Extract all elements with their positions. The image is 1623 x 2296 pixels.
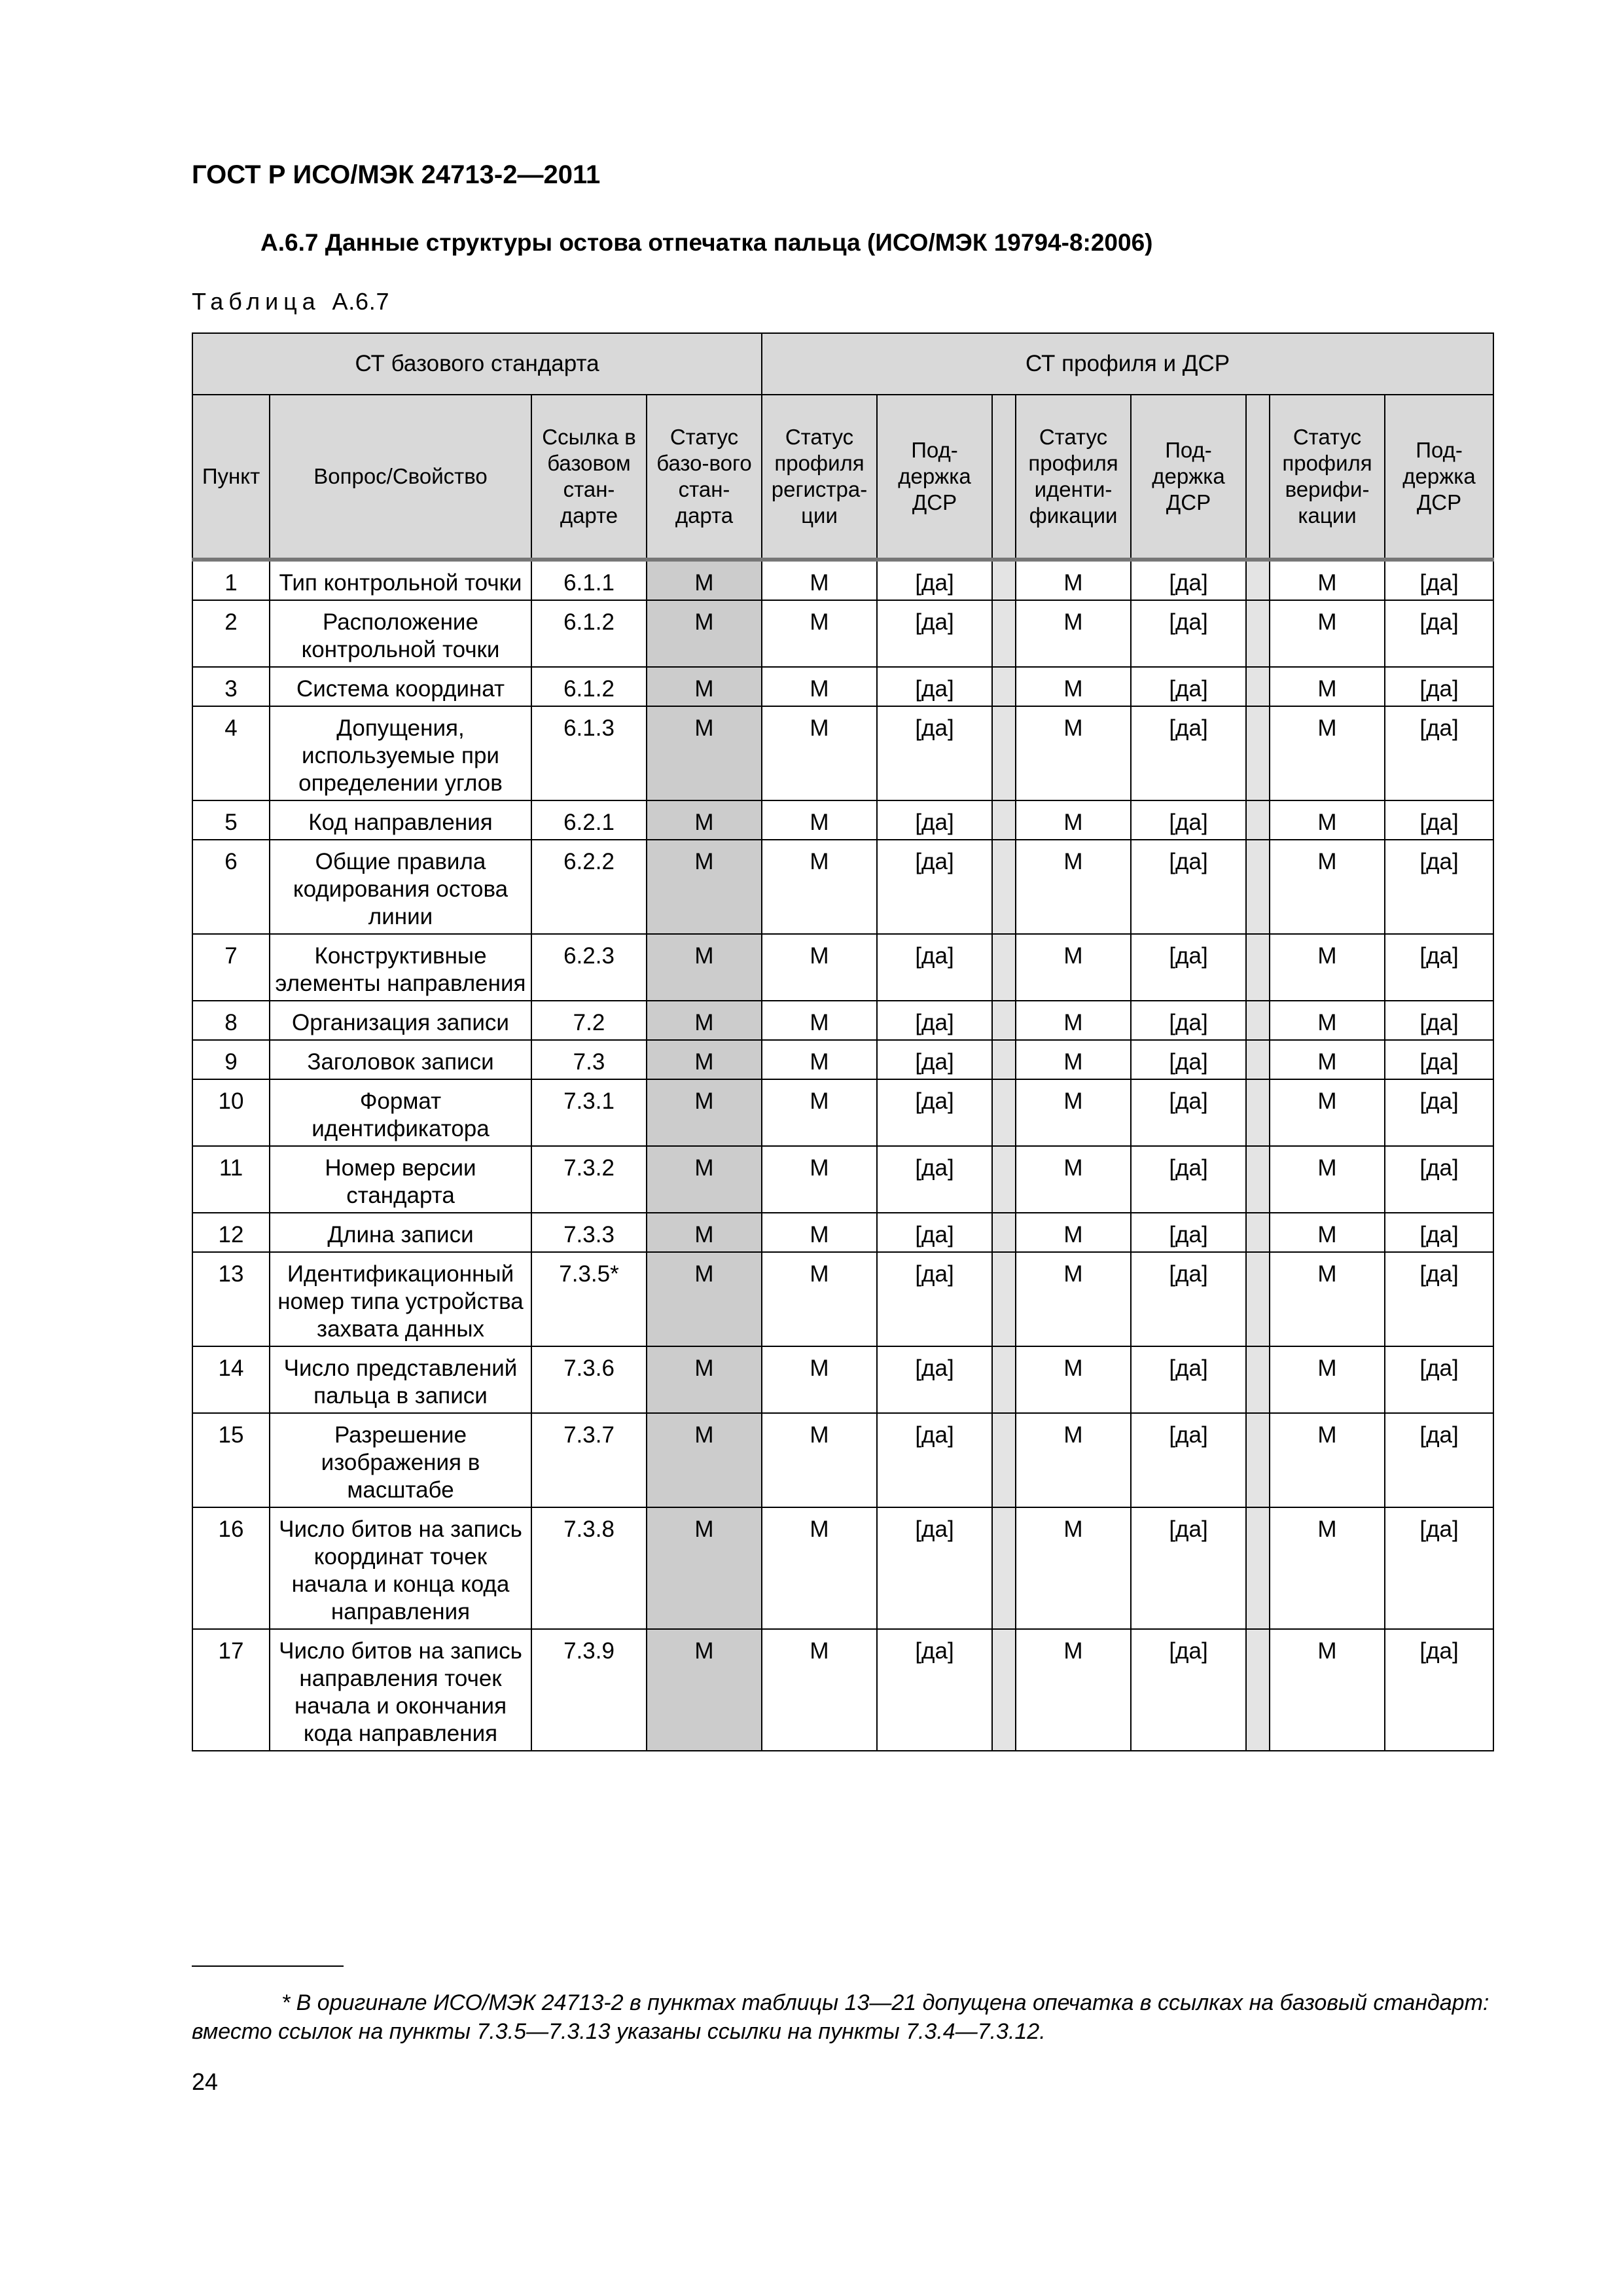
header-reference: Ссылка в базовом стан-дарте (531, 395, 647, 560)
cell-reg-support: [да] (877, 800, 992, 840)
cell-verif-status: M (1270, 840, 1385, 934)
cell-verif-support: [да] (1385, 1213, 1493, 1252)
cell-item: 1 (192, 560, 270, 600)
table-row (192, 1146, 1493, 1213)
cell-base-status: M (647, 840, 762, 934)
cell-ident-support: [да] (1131, 800, 1246, 840)
cell-reference: 7.3.7 (531, 1413, 647, 1507)
table-row (192, 560, 1493, 600)
header-ident-status: Статус профиля иденти-фикации (1016, 395, 1131, 560)
cell-verif-status: M (1270, 1346, 1385, 1413)
cell-verif-support: [да] (1385, 706, 1493, 800)
cell-base-status: M (647, 600, 762, 667)
cell-reg-support: [да] (877, 1413, 992, 1507)
cell-verif-support: [да] (1385, 1507, 1493, 1629)
cell-ident-support: [да] (1131, 600, 1246, 667)
cell-verif-support: [да] (1385, 1001, 1493, 1040)
cell-item: 8 (192, 1001, 270, 1040)
header-question: Вопрос/Свойство (270, 395, 531, 560)
table-row (192, 1346, 1493, 1413)
group-header-row (192, 333, 1493, 395)
cell-ident-support: [да] (1131, 840, 1246, 934)
cell-ident-support: [да] (1131, 1146, 1246, 1213)
cell-reg-status: M (762, 1146, 877, 1213)
cell-gap (1246, 1413, 1270, 1507)
cell-ident-support: [да] (1131, 1629, 1246, 1751)
cell-base-status: M (647, 934, 762, 1001)
cell-question: Система координат (270, 667, 531, 706)
table-row (192, 600, 1493, 667)
cell-question: Расположение контрольной точки (270, 600, 531, 667)
cell-base-status: M (647, 1413, 762, 1507)
cell-base-status: M (647, 1001, 762, 1040)
cell-reference: 7.3.8 (531, 1507, 647, 1629)
cell-question: Тип контрольной точки (270, 560, 531, 600)
cell-ident-support: [да] (1131, 560, 1246, 600)
cell-reg-support: [да] (877, 1252, 992, 1346)
cell-base-status: M (647, 706, 762, 800)
cell-item: 13 (192, 1252, 270, 1346)
table-label: Таблица (192, 288, 321, 315)
cell-gap (992, 1146, 1016, 1213)
table-row (192, 1040, 1493, 1079)
header-ident-support: Под-держка ДСР (1131, 395, 1246, 560)
cell-verif-support: [да] (1385, 1252, 1493, 1346)
cell-reg-support: [да] (877, 667, 992, 706)
cell-gap (1246, 1146, 1270, 1213)
cell-gap (1246, 1040, 1270, 1079)
table-number: А.6.7 (332, 288, 390, 315)
cell-gap (1246, 667, 1270, 706)
cell-gap (1246, 1252, 1270, 1346)
cell-reference: 6.1.3 (531, 706, 647, 800)
cell-reference: 7.3 (531, 1040, 647, 1079)
cell-reg-status: M (762, 840, 877, 934)
cell-reference: 6.2.2 (531, 840, 647, 934)
cell-base-status: M (647, 1252, 762, 1346)
cell-ident-support: [да] (1131, 1252, 1246, 1346)
cell-question: Идентификационный номер типа устройства захвата данных (270, 1252, 531, 1346)
cell-ident-support: [да] (1131, 1413, 1246, 1507)
cell-reference: 6.1.2 (531, 600, 647, 667)
cell-item: 7 (192, 934, 270, 1001)
cell-verif-status: M (1270, 1213, 1385, 1252)
cell-item: 10 (192, 1079, 270, 1146)
header-gap (992, 395, 1016, 560)
cell-verif-support: [да] (1385, 600, 1493, 667)
cell-verif-status: M (1270, 1252, 1385, 1346)
cell-verif-support: [да] (1385, 560, 1493, 600)
cell-ident-support: [да] (1131, 1346, 1246, 1413)
table-row (192, 840, 1493, 934)
cell-ident-status: M (1016, 706, 1131, 800)
cell-reg-status: M (762, 1001, 877, 1040)
cell-item: 16 (192, 1507, 270, 1629)
cell-base-status: M (647, 1629, 762, 1751)
cell-gap (992, 840, 1016, 934)
cell-verif-status: M (1270, 1413, 1385, 1507)
cell-reference: 6.2.3 (531, 934, 647, 1001)
document-code: ГОСТ Р ИСО/МЭК 24713-2—2011 (192, 160, 601, 189)
cell-question: Конструктивные элементы направления (270, 934, 531, 1001)
cell-ident-support: [да] (1131, 706, 1246, 800)
cell-ident-status: M (1016, 1346, 1131, 1413)
cell-ident-status: M (1016, 1213, 1131, 1252)
cell-verif-support: [да] (1385, 1629, 1493, 1751)
cell-ident-support: [да] (1131, 1001, 1246, 1040)
cell-verif-status: M (1270, 1040, 1385, 1079)
cell-reg-support: [да] (877, 1079, 992, 1146)
group-header-base: СТ базового стандарта (192, 333, 762, 395)
cell-reg-support: [да] (877, 1629, 992, 1751)
cell-base-status: M (647, 1346, 762, 1413)
cell-question: Код направления (270, 800, 531, 840)
cell-ident-status: M (1016, 1001, 1131, 1040)
section-title: А.6.7 Данные структуры остова отпечатка пальца (ИСО/МЭК 19794-8:2006) (260, 229, 1153, 256)
cell-ident-status: M (1016, 1079, 1131, 1146)
cell-ident-status: M (1016, 1252, 1131, 1346)
cell-item: 11 (192, 1146, 270, 1213)
table-row (192, 667, 1493, 706)
cell-reference: 7.2 (531, 1001, 647, 1040)
cell-ident-support: [да] (1131, 667, 1246, 706)
cell-question: Число битов на запись координат точек начала и конца кода направления (270, 1507, 531, 1629)
cell-verif-support: [да] (1385, 800, 1493, 840)
cell-reg-support: [да] (877, 1001, 992, 1040)
cell-ident-status: M (1016, 840, 1131, 934)
cell-reg-status: M (762, 560, 877, 600)
cell-verif-support: [да] (1385, 1040, 1493, 1079)
cell-reg-support: [да] (877, 1507, 992, 1629)
cell-verif-status: M (1270, 1079, 1385, 1146)
cell-reg-support: [да] (877, 934, 992, 1001)
cell-ident-status: M (1016, 1629, 1131, 1751)
cell-item: 2 (192, 600, 270, 667)
cell-base-status: M (647, 1079, 762, 1146)
cell-question: Длина записи (270, 1213, 531, 1252)
cell-gap (992, 1507, 1016, 1629)
cell-question: Организация записи (270, 1001, 531, 1040)
cell-reference: 6.1.2 (531, 667, 647, 706)
cell-verif-status: M (1270, 667, 1385, 706)
cell-reference: 7.3.1 (531, 1079, 647, 1146)
page-number: 24 (192, 2068, 219, 2095)
footnote-separator (192, 1965, 344, 1967)
cell-reg-status: M (762, 1213, 877, 1252)
cell-verif-support: [да] (1385, 667, 1493, 706)
cell-gap (1246, 706, 1270, 800)
cell-reference: 6.2.1 (531, 800, 647, 840)
cell-reg-support: [да] (877, 840, 992, 934)
cell-gap (992, 1213, 1016, 1252)
header-gap (1246, 395, 1270, 560)
cell-reg-status: M (762, 1252, 877, 1346)
cell-ident-support: [да] (1131, 1040, 1246, 1079)
cell-reg-status: M (762, 800, 877, 840)
cell-gap (1246, 1001, 1270, 1040)
cell-reference: 7.3.9 (531, 1629, 647, 1751)
cell-reg-support: [да] (877, 1146, 992, 1213)
cell-verif-status: M (1270, 1629, 1385, 1751)
cell-item: 5 (192, 800, 270, 840)
cell-gap (1246, 1213, 1270, 1252)
cell-reg-status: M (762, 667, 877, 706)
table-body (192, 560, 1493, 1751)
cell-ident-status: M (1016, 600, 1131, 667)
cell-item: 6 (192, 840, 270, 934)
cell-verif-support: [да] (1385, 1346, 1493, 1413)
table-row (192, 1001, 1493, 1040)
cell-gap (1246, 1507, 1270, 1629)
cell-verif-status: M (1270, 934, 1385, 1001)
table-row (192, 1629, 1493, 1751)
cell-reg-status: M (762, 1413, 877, 1507)
cell-ident-status: M (1016, 560, 1131, 600)
cell-item: 9 (192, 1040, 270, 1079)
column-header-row (192, 395, 1493, 560)
cell-base-status: M (647, 1040, 762, 1079)
cell-gap (1246, 1346, 1270, 1413)
cell-gap (992, 1079, 1016, 1146)
cell-question: Число представлений пальца в записи (270, 1346, 531, 1413)
cell-ident-status: M (1016, 934, 1131, 1001)
cell-reg-support: [да] (877, 1040, 992, 1079)
cell-base-status: M (647, 800, 762, 840)
cell-verif-status: M (1270, 560, 1385, 600)
cell-gap (992, 1252, 1016, 1346)
cell-reg-support: [да] (877, 1213, 992, 1252)
conformance-table (192, 332, 1494, 1751)
cell-gap (992, 1040, 1016, 1079)
cell-gap (992, 600, 1016, 667)
cell-reg-support: [да] (877, 706, 992, 800)
cell-reg-status: M (762, 934, 877, 1001)
table-caption (192, 288, 389, 315)
table-row (192, 1079, 1493, 1146)
cell-verif-status: M (1270, 1507, 1385, 1629)
cell-question: Допущения, используемые при определении углов (270, 706, 531, 800)
cell-verif-status: M (1270, 706, 1385, 800)
cell-ident-status: M (1016, 1413, 1131, 1507)
cell-gap (1246, 840, 1270, 934)
cell-verif-status: M (1270, 600, 1385, 667)
cell-ident-status: M (1016, 1040, 1131, 1079)
cell-reference: 7.3.6 (531, 1346, 647, 1413)
table-row (192, 1507, 1493, 1629)
table-row (192, 934, 1493, 1001)
cell-gap (1246, 1629, 1270, 1751)
cell-verif-support: [да] (1385, 1146, 1493, 1213)
cell-base-status: M (647, 667, 762, 706)
cell-item: 17 (192, 1629, 270, 1751)
cell-reg-support: [да] (877, 1346, 992, 1413)
footnote: * В оригинале ИСО/МЭК 24713-2 в пунктах таблицы 13—21 допущена опечатка в ссылках на базовый стандарт: вместо ссылок на пункты 7.3.5—7.3.13 указаны ссылки на пункты 7.3.4—7.3.12. (192, 1990, 1489, 2045)
table-row (192, 800, 1493, 840)
cell-reg-status: M (762, 1040, 877, 1079)
cell-reg-support: [да] (877, 600, 992, 667)
cell-reference: 7.3.5* (531, 1252, 647, 1346)
cell-gap (992, 934, 1016, 1001)
cell-question: Номер версии стандарта (270, 1146, 531, 1213)
cell-verif-support: [да] (1385, 1079, 1493, 1146)
header-base-status: Статус базо-вого стан-дарта (647, 395, 762, 560)
cell-question: Число битов на запись направления точек начала и окончания кода направления (270, 1629, 531, 1751)
table-row (192, 1252, 1493, 1346)
cell-reference: 6.1.1 (531, 560, 647, 600)
cell-reg-status: M (762, 1507, 877, 1629)
cell-ident-support: [да] (1131, 1079, 1246, 1146)
cell-reference: 7.3.3 (531, 1213, 647, 1252)
cell-gap (992, 1346, 1016, 1413)
cell-verif-status: M (1270, 1146, 1385, 1213)
cell-verif-support: [да] (1385, 840, 1493, 934)
cell-gap (992, 1629, 1016, 1751)
table-row (192, 1213, 1493, 1252)
cell-ident-status: M (1016, 667, 1131, 706)
cell-ident-support: [да] (1131, 1213, 1246, 1252)
cell-verif-support: [да] (1385, 934, 1493, 1001)
cell-reg-support: [да] (877, 560, 992, 600)
cell-reference: 7.3.2 (531, 1146, 647, 1213)
cell-question: Общие правила кодирования остова линии (270, 840, 531, 934)
cell-item: 15 (192, 1413, 270, 1507)
cell-verif-status: M (1270, 800, 1385, 840)
header-verif-support: Под-держка ДСР (1385, 395, 1493, 560)
cell-ident-status: M (1016, 800, 1131, 840)
header-reg-support: Под-держка ДСР (877, 395, 992, 560)
cell-ident-status: M (1016, 1507, 1131, 1629)
cell-ident-support: [да] (1131, 1507, 1246, 1629)
cell-ident-support: [да] (1131, 934, 1246, 1001)
cell-item: 12 (192, 1213, 270, 1252)
header-verif-status: Статус профиля верифи-кации (1270, 395, 1385, 560)
cell-item: 14 (192, 1346, 270, 1413)
cell-gap (1246, 560, 1270, 600)
cell-gap (1246, 800, 1270, 840)
cell-verif-support: [да] (1385, 1413, 1493, 1507)
cell-reg-status: M (762, 600, 877, 667)
cell-gap (992, 667, 1016, 706)
cell-reg-status: M (762, 1079, 877, 1146)
header-item: Пункт (192, 395, 270, 560)
cell-gap (992, 1001, 1016, 1040)
cell-question: Формат идентификатора (270, 1079, 531, 1146)
cell-ident-status: M (1016, 1146, 1131, 1213)
cell-gap (992, 800, 1016, 840)
cell-base-status: M (647, 1213, 762, 1252)
cell-item: 3 (192, 667, 270, 706)
cell-question: Заголовок записи (270, 1040, 531, 1079)
cell-gap (992, 1413, 1016, 1507)
table-row (192, 1413, 1493, 1507)
cell-reg-status: M (762, 1629, 877, 1751)
cell-gap (992, 706, 1016, 800)
cell-gap (1246, 600, 1270, 667)
cell-item: 4 (192, 706, 270, 800)
cell-question: Разрешение изображения в масштабе (270, 1413, 531, 1507)
cell-base-status: M (647, 1146, 762, 1213)
header-reg-status: Статус профиля регистра-ции (762, 395, 877, 560)
cell-verif-status: M (1270, 1001, 1385, 1040)
cell-reg-status: M (762, 1346, 877, 1413)
cell-base-status: M (647, 560, 762, 600)
table-row (192, 706, 1493, 800)
cell-gap (1246, 934, 1270, 1001)
cell-gap (1246, 1079, 1270, 1146)
cell-base-status: M (647, 1507, 762, 1629)
group-header-profile: СТ профиля и ДСР (762, 333, 1493, 395)
cell-reg-status: M (762, 706, 877, 800)
cell-gap (992, 560, 1016, 600)
